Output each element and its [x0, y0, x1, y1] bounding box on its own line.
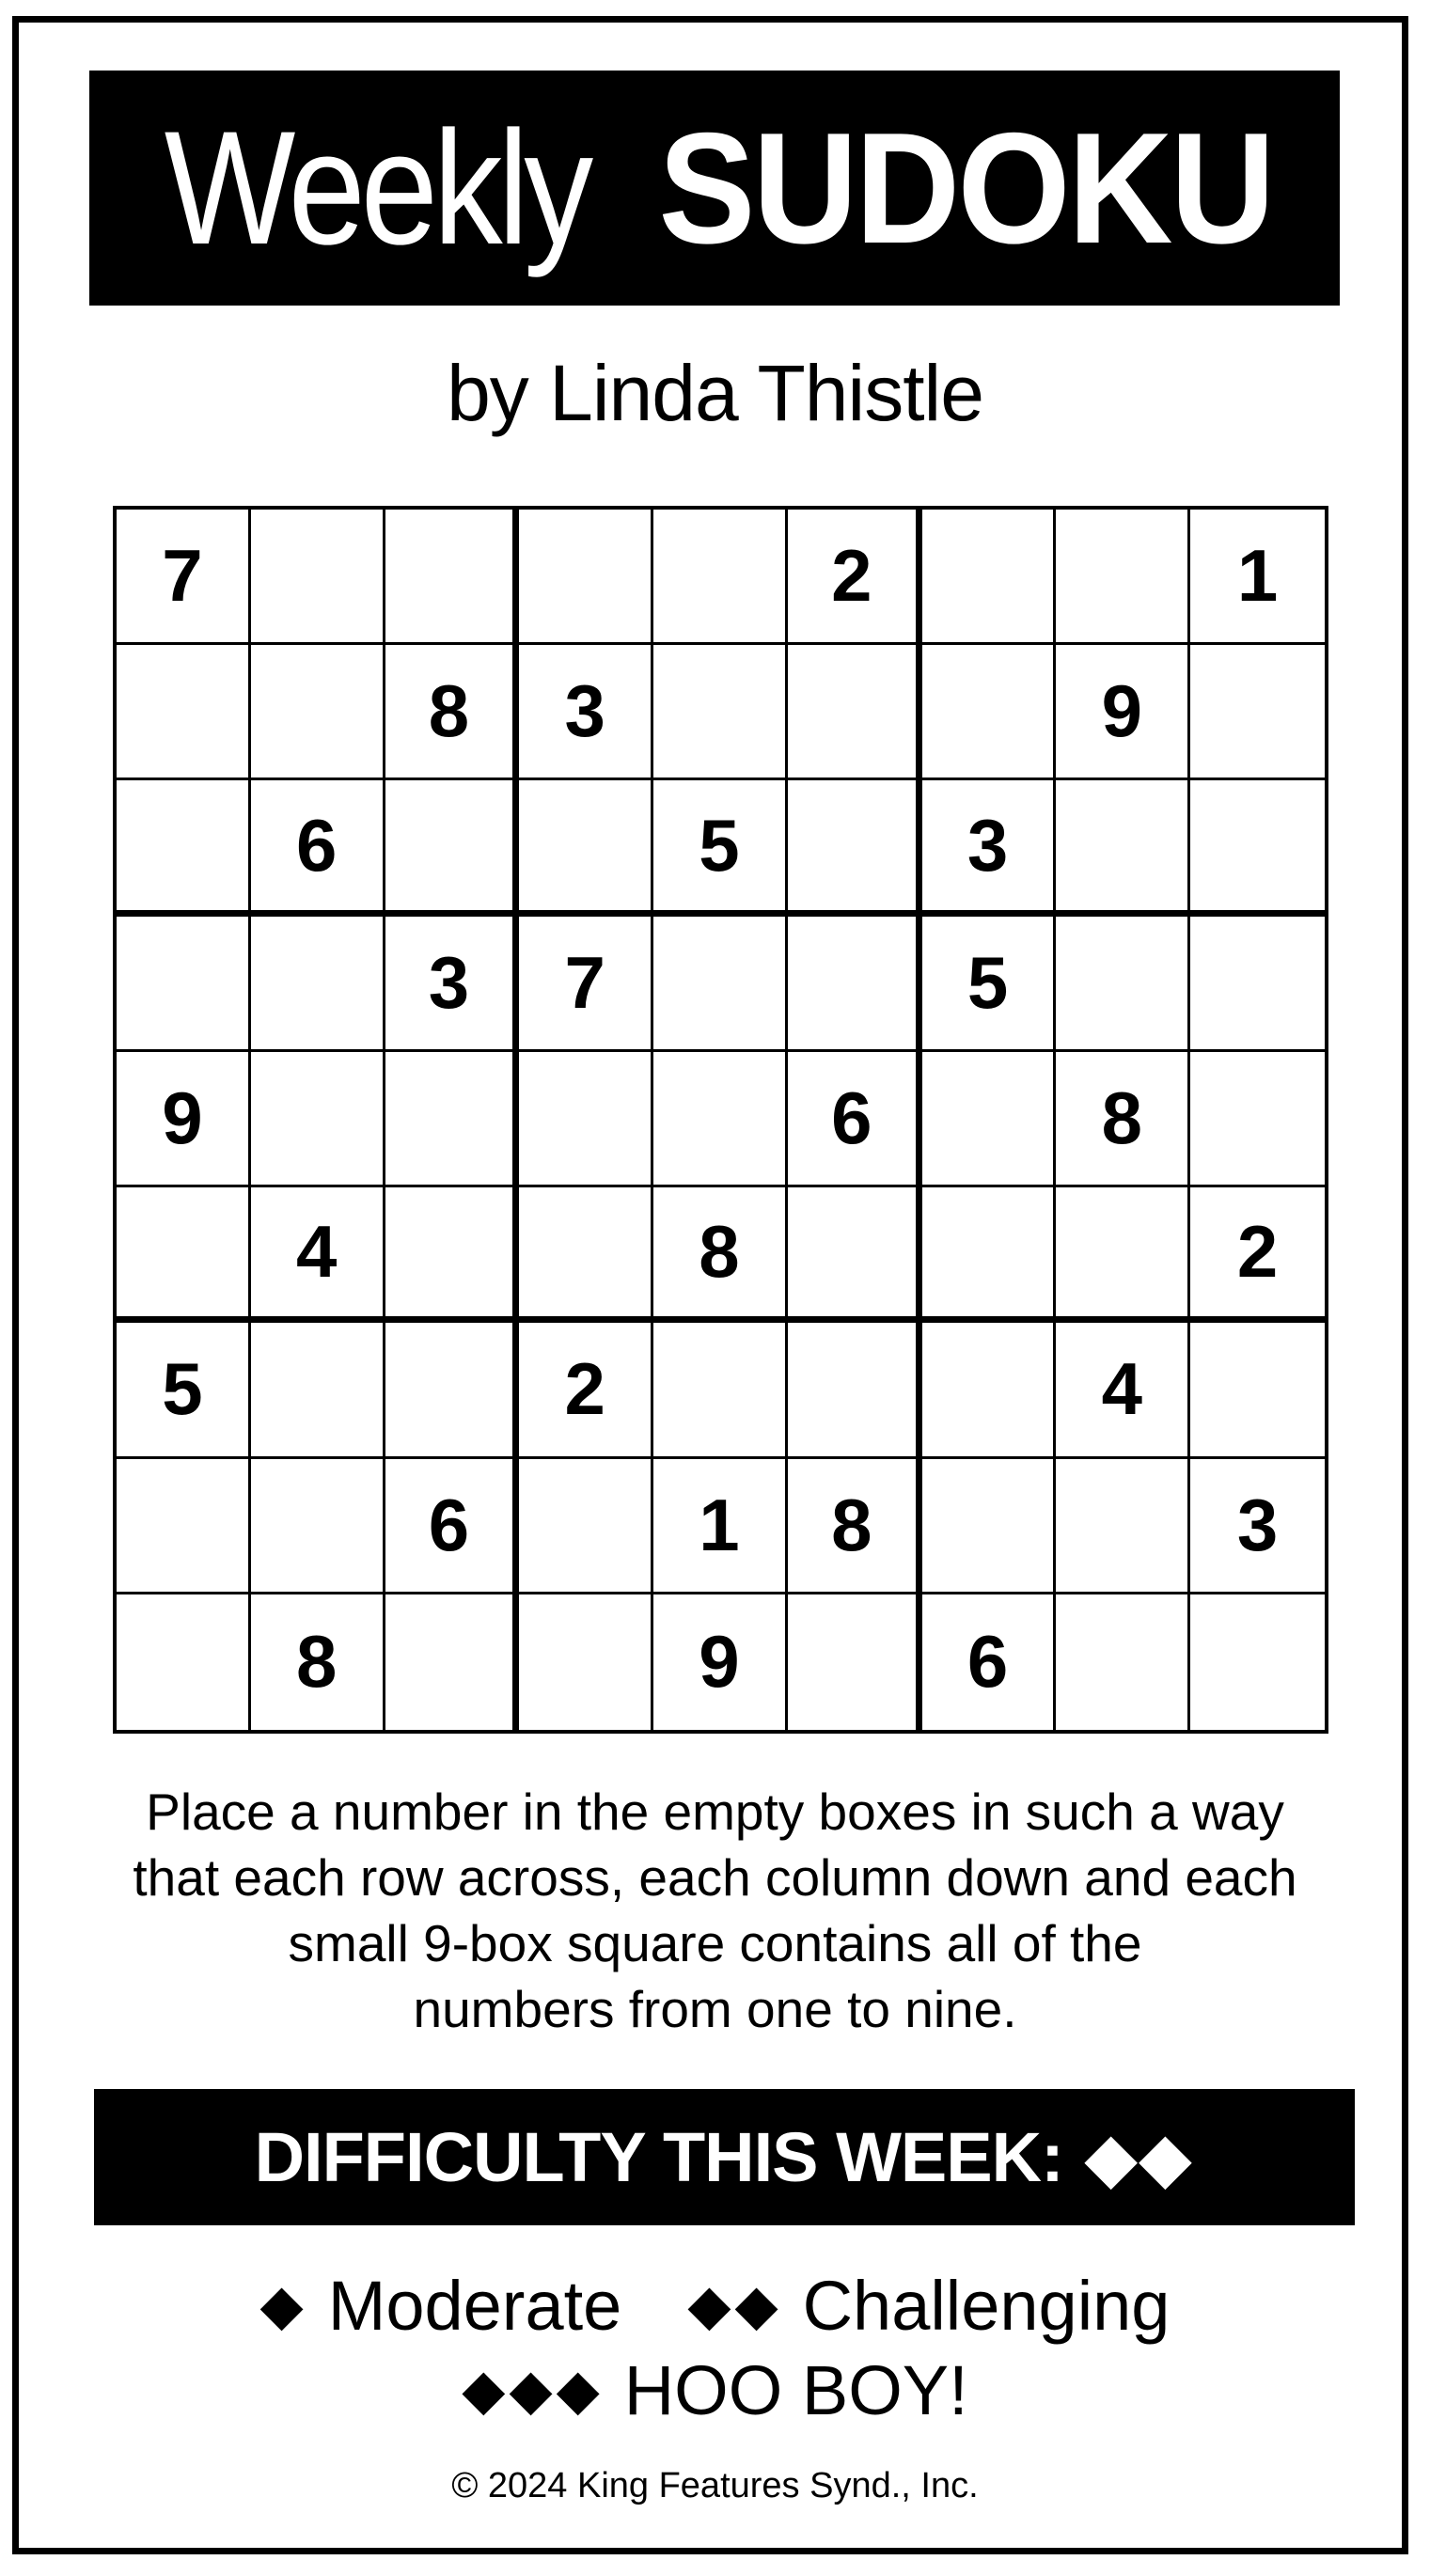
empty-cell[interactable] [1190, 1052, 1325, 1187]
empty-cell[interactable] [922, 1052, 1057, 1187]
instructions-line: that each row across, each column down and each [133, 1848, 1297, 1907]
empty-cell[interactable] [922, 645, 1057, 780]
given-cell: 3 [922, 780, 1057, 916]
given-cell: 5 [922, 917, 1057, 1052]
difficulty-label: DIFFICULTY THIS WEEK: [254, 2118, 1063, 2196]
given-cell: 5 [653, 780, 788, 916]
empty-cell[interactable] [251, 510, 385, 645]
instructions-line: Place a number in the empty boxes in such a way [146, 1783, 1284, 1841]
empty-cell[interactable] [251, 1052, 385, 1187]
empty-cell[interactable] [788, 645, 922, 780]
empty-cell[interactable] [653, 1052, 788, 1187]
given-cell: 6 [922, 1594, 1057, 1730]
given-cell: 1 [653, 1459, 788, 1594]
empty-cell[interactable] [385, 1052, 520, 1187]
given-cell: 9 [653, 1594, 788, 1730]
empty-cell[interactable] [251, 645, 385, 780]
empty-cell[interactable] [922, 1459, 1057, 1594]
given-cell: 3 [1190, 1459, 1325, 1594]
empty-cell[interactable] [519, 1594, 653, 1730]
difficulty-legend-row [0, 2266, 1430, 2346]
given-cell: 4 [1056, 1323, 1190, 1458]
empty-cell[interactable] [1056, 510, 1190, 645]
given-cell: 3 [519, 645, 653, 780]
legend-moderate-label: Moderate [327, 2267, 622, 2345]
difficulty-diamond-icons: ◆◆ [1085, 2120, 1195, 2194]
empty-cell[interactable] [385, 1594, 520, 1730]
empty-cell[interactable] [251, 1459, 385, 1594]
empty-cell[interactable] [1056, 1459, 1190, 1594]
given-cell: 8 [653, 1187, 788, 1323]
empty-cell[interactable] [1056, 780, 1190, 916]
empty-cell[interactable] [385, 1323, 520, 1458]
given-cell: 1 [1190, 510, 1325, 645]
empty-cell[interactable] [922, 1187, 1057, 1323]
given-cell: 8 [385, 645, 520, 780]
empty-cell[interactable] [653, 510, 788, 645]
empty-cell[interactable] [117, 1459, 251, 1594]
empty-cell[interactable] [117, 1594, 251, 1730]
difficulty-legend-row [0, 2350, 1430, 2430]
empty-cell[interactable] [1056, 917, 1190, 1052]
instructions [56, 1779, 1374, 2042]
empty-cell[interactable] [117, 917, 251, 1052]
empty-cell[interactable] [117, 645, 251, 780]
empty-cell[interactable] [251, 917, 385, 1052]
given-cell: 2 [788, 510, 922, 645]
empty-cell[interactable] [519, 510, 653, 645]
legend-hoo-boy-label: HOO BOY! [623, 2351, 968, 2429]
given-cell: 8 [251, 1594, 385, 1730]
given-cell: 9 [1056, 645, 1190, 780]
copyright-notice: © 2024 King Features Synd., Inc. [451, 2466, 979, 2505]
empty-cell[interactable] [788, 1323, 922, 1458]
given-cell: 7 [117, 510, 251, 645]
empty-cell[interactable] [922, 1323, 1057, 1458]
difficulty-banner [94, 2089, 1355, 2225]
title-weekly: Weekly [164, 98, 589, 278]
empty-cell[interactable] [1190, 1594, 1325, 1730]
empty-cell[interactable] [1190, 917, 1325, 1052]
given-cell: 8 [788, 1459, 922, 1594]
empty-cell[interactable] [519, 780, 653, 916]
empty-cell[interactable] [1056, 1187, 1190, 1323]
instructions-line: small 9-box square contains all of the [288, 1914, 1142, 1972]
empty-cell[interactable] [653, 645, 788, 780]
given-cell: 8 [1056, 1052, 1190, 1187]
empty-cell[interactable] [788, 1594, 922, 1730]
empty-cell[interactable] [1190, 1323, 1325, 1458]
empty-cell[interactable] [788, 780, 922, 916]
empty-cell[interactable] [1190, 780, 1325, 916]
legend-challenging-label: Challenging [802, 2267, 1171, 2345]
empty-cell[interactable] [788, 1187, 922, 1323]
empty-cell[interactable] [117, 780, 251, 916]
empty-cell[interactable] [653, 1323, 788, 1458]
hoo-boy-diamond-icon: ◆◆◆ [462, 2358, 604, 2421]
empty-cell[interactable] [1190, 645, 1325, 780]
byline: by Linda Thistle [447, 349, 983, 437]
given-cell: 7 [519, 917, 653, 1052]
empty-cell[interactable] [251, 1323, 385, 1458]
title-sudoku: SUDOKU [658, 99, 1273, 276]
empty-cell[interactable] [788, 917, 922, 1052]
moderate-diamond-icon: ◆ [259, 2273, 307, 2336]
empty-cell[interactable] [519, 1459, 653, 1594]
sudoku-grid [113, 506, 1328, 1734]
given-cell: 2 [1190, 1187, 1325, 1323]
empty-cell[interactable] [385, 1187, 520, 1323]
given-cell: 2 [519, 1323, 653, 1458]
empty-cell[interactable] [519, 1052, 653, 1187]
given-cell: 6 [788, 1052, 922, 1187]
given-cell: 3 [385, 917, 520, 1052]
given-cell: 4 [251, 1187, 385, 1323]
empty-cell[interactable] [117, 1187, 251, 1323]
given-cell: 6 [251, 780, 385, 916]
instructions-line: numbers from one to nine. [413, 1980, 1017, 2038]
empty-cell[interactable] [519, 1187, 653, 1323]
given-cell: 9 [117, 1052, 251, 1187]
challenging-diamond-icon: ◆◆ [687, 2273, 782, 2336]
empty-cell[interactable] [1056, 1594, 1190, 1730]
empty-cell[interactable] [385, 780, 520, 916]
given-cell: 6 [385, 1459, 520, 1594]
empty-cell[interactable] [385, 510, 520, 645]
given-cell: 5 [117, 1323, 251, 1458]
title-banner [89, 71, 1340, 306]
empty-cell[interactable] [922, 510, 1057, 645]
empty-cell[interactable] [653, 917, 788, 1052]
